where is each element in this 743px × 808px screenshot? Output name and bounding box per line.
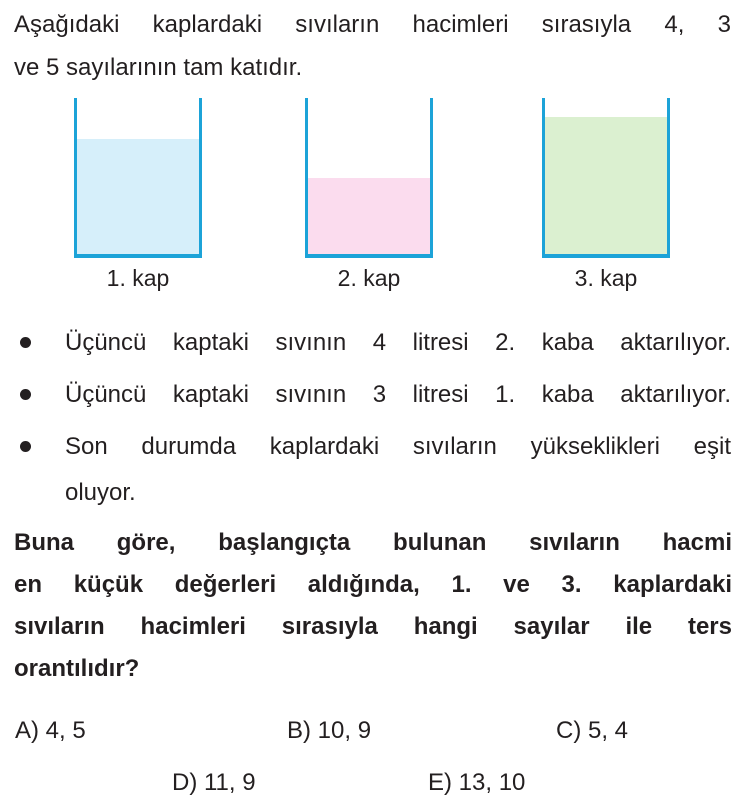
bullet-item-3 xyxy=(14,424,731,516)
liquid-3-green xyxy=(545,117,667,254)
container-2 xyxy=(305,98,433,258)
question-line-2: en küçük değerleri aldığında, 1. ve 3. kaplardaki xyxy=(14,571,732,598)
option-b: B) 10, 9 xyxy=(287,717,372,744)
intro-line-2: ve 5 sayılarının tam katıdır. xyxy=(14,54,303,81)
container-2-label: 2. kap xyxy=(337,265,401,291)
container-3-label: 3. kap xyxy=(574,265,638,291)
bullet-item-1 xyxy=(14,320,731,366)
question-line-1: Buna göre, başlangıçta bulunan sıvıların hacmi xyxy=(14,529,732,556)
bullet-icon xyxy=(20,337,31,348)
bullet-3-text-line-2: oluyor. xyxy=(65,479,136,506)
bullet-1-text: Üçüncü kaptaki sıvının 4 litresi 2. kaba aktarılıyor. xyxy=(65,329,731,356)
liquid-1-blue xyxy=(77,139,199,254)
bullet-item-2 xyxy=(14,372,731,418)
option-e: E) 13, 10 xyxy=(428,769,526,796)
bullet-list xyxy=(14,320,731,522)
answer-options xyxy=(0,710,743,808)
question-paragraph xyxy=(14,522,732,690)
bullet-icon xyxy=(20,441,31,452)
container-1-label: 1. kap xyxy=(106,265,170,291)
containers-figure xyxy=(0,98,743,298)
option-d: D) 11, 9 xyxy=(172,769,256,796)
intro-line-1: Aşağıdaki kaplardaki sıvıların hacimleri sırasıyla 4, 3 xyxy=(14,11,731,38)
question-line-4: orantılıdır? xyxy=(14,655,140,682)
bullet-icon xyxy=(20,389,31,400)
question-line-3: sıvıların hacimleri sırasıyla hangi sayılar ile ters xyxy=(14,613,732,640)
liquid-2-pink xyxy=(308,178,430,254)
intro-paragraph xyxy=(14,3,731,89)
container-1 xyxy=(74,98,202,258)
option-a: A) 4, 5 xyxy=(15,717,86,744)
option-c: C) 5, 4 xyxy=(556,717,629,744)
container-3 xyxy=(542,98,670,258)
bullet-2-text: Üçüncü kaptaki sıvının 3 litresi 1. kaba aktarılıyor. xyxy=(65,381,731,408)
bullet-3-text-line-1: Son durumda kaplardaki sıvıların yükseklikleri eşit xyxy=(65,433,731,460)
